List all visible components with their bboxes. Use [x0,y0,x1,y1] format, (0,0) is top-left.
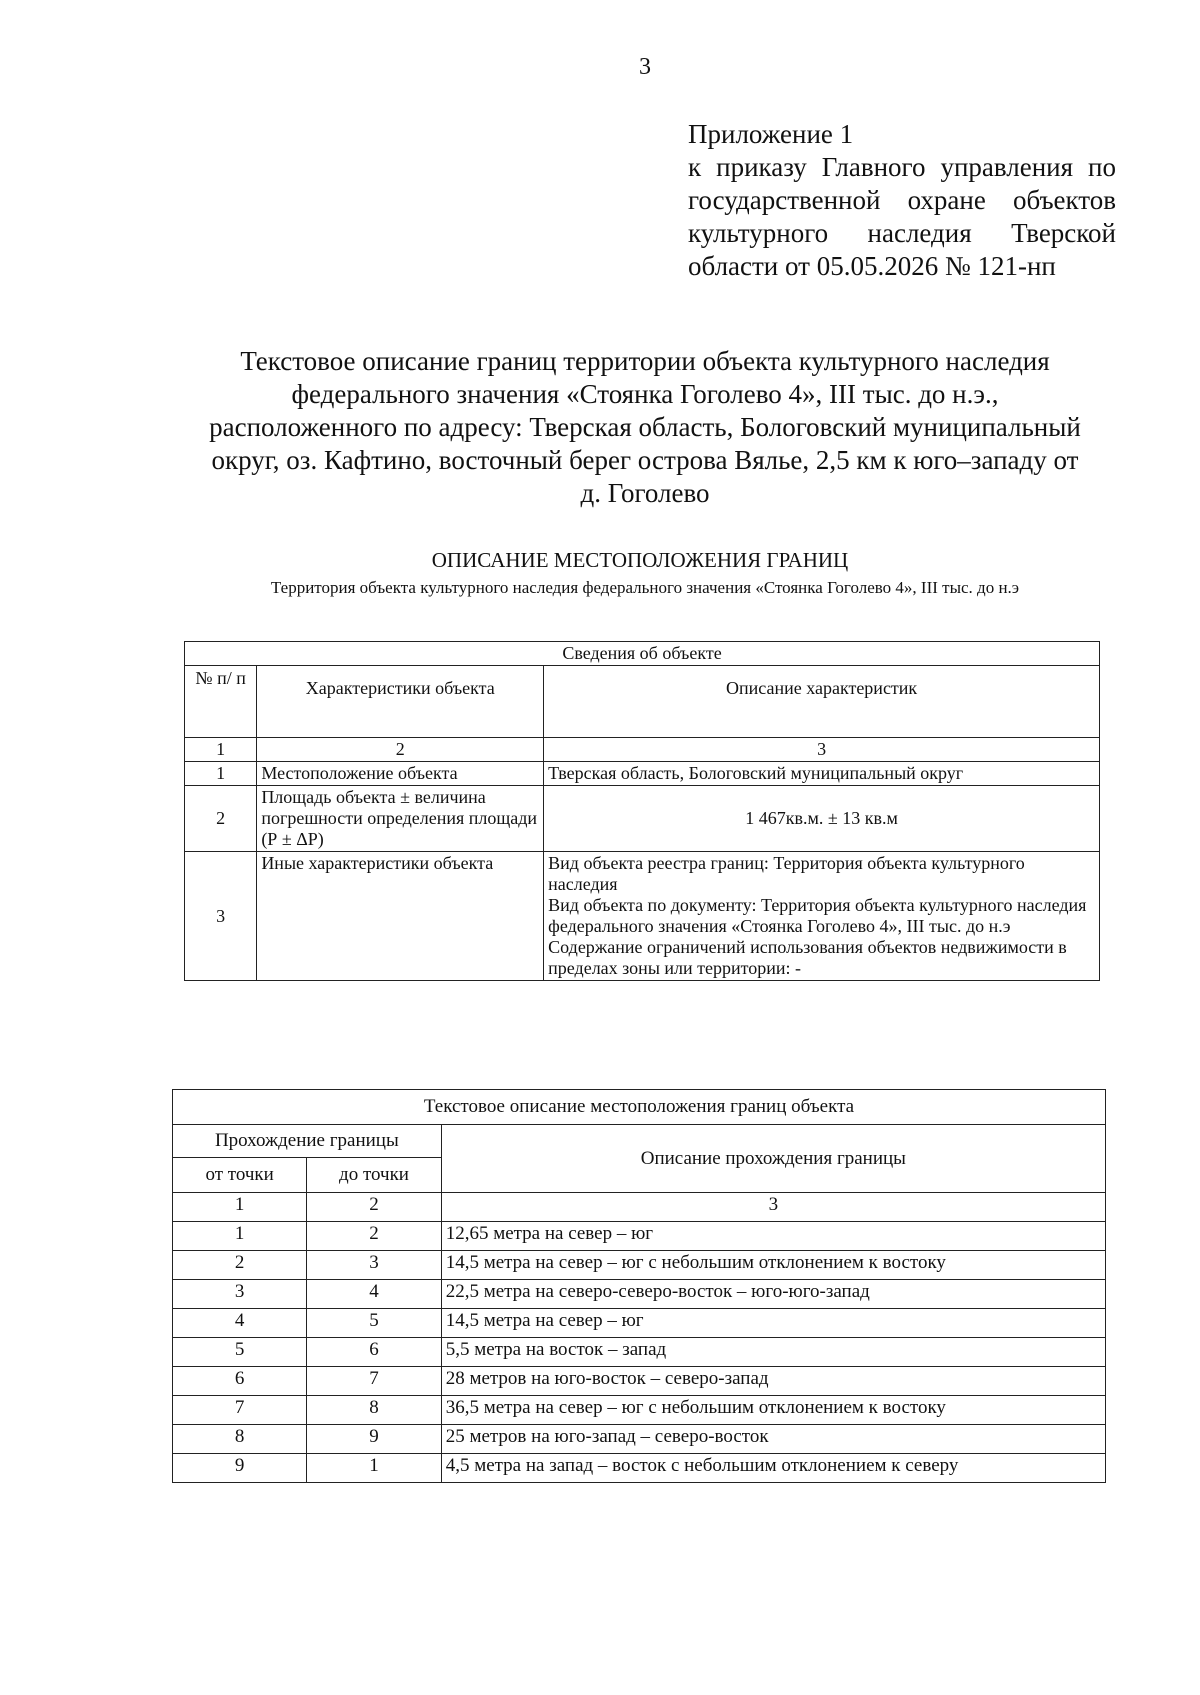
table-caption: Сведения об объекте [185,642,1100,666]
from-point: 3 [173,1280,307,1309]
table-row [173,1367,1106,1396]
boundary-description: 22,5 метра на северо-северо-восток – юго-юго-запад [441,1280,1105,1309]
description-cell: Тверская область, Бологовский муниципальный округ [544,762,1100,786]
to-point: 2 [307,1222,441,1251]
index-cell: 3 [544,738,1100,762]
to-point: 5 [307,1309,441,1338]
column-header: Описание прохождения границы [441,1125,1105,1193]
from-point: 9 [173,1454,307,1483]
to-point: 7 [307,1367,441,1396]
column-header: Описание характеристик [544,666,1100,738]
table-row [173,1309,1106,1338]
row-number: 2 [185,786,257,852]
boundary-description: 25 метров на юго-запад – северо-восток [441,1425,1105,1454]
index-cell: 1 [185,738,257,762]
title-line: д. Гоголево [580,478,710,508]
boundary-description: 5,5 метра на восток – запад [441,1338,1105,1367]
column-header: от точки [173,1158,307,1193]
section-heading: ОПИСАНИЕ МЕСТОПОЛОЖЕНИЯ ГРАНИЦ [431,548,849,572]
from-point: 6 [173,1367,307,1396]
to-point: 3 [307,1251,441,1280]
index-cell: 3 [441,1193,1105,1222]
boundary-description: 14,5 метра на север – юг с небольшим отклонением к востоку [441,1251,1105,1280]
appendix-title: Приложение 1 [688,119,854,149]
appendix-line: области от 05.05.2026 № 121-нп [688,251,1056,281]
page-number: 3 [639,54,651,80]
to-point: 4 [307,1280,441,1309]
table-row [173,1280,1106,1309]
boundary-description: 28 метров на юго-восток – северо-запад [441,1367,1105,1396]
table-row [173,1425,1106,1454]
table-caption: Текстовое описание местоположения границ объекта [173,1090,1106,1125]
index-cell: 1 [173,1193,307,1222]
table-row [173,1396,1106,1425]
appendix-line: культурного наследия Тверской [688,218,1116,248]
characteristic-cell: Иные характеристики объекта [257,852,544,981]
to-point: 8 [307,1396,441,1425]
boundary-description: 36,5 метра на север – юг с небольшим отклонением к востоку [441,1396,1105,1425]
appendix-line: государственной охране объектов [688,185,1116,215]
description-line: Содержание ограничений использования объектов недвижимости в пределах зоны или территории: - [548,937,1067,978]
to-point: 9 [307,1425,441,1454]
table-row [173,1338,1106,1367]
title-line: округ, оз. Кафтино, восточный берег острова Вялье, 2,5 км к юго–западу от [211,445,1079,475]
table-row [173,1454,1106,1483]
index-cell: 2 [257,738,544,762]
to-point: 1 [307,1454,441,1483]
section-subheading: Территория объекта культурного наследия федерального значения «Стоянка Гоголево 4», III тыс. до н.э [270,578,1020,597]
description-line: Вид объекта по документу: Территория объекта культурного наследия федерального значения «Стоянка Гоголево 4», III тыс. до н.э [548,895,1087,936]
characteristic-cell: Площадь объекта ± величина погрешности определения площади (Р ± ΔР) [257,786,544,852]
column-header: Характеристики объекта [257,666,544,738]
description-cell [544,852,1100,981]
appendix-block [688,118,1116,283]
row-number: 1 [185,762,257,786]
from-point: 1 [173,1222,307,1251]
index-cell: 2 [307,1193,441,1222]
title-line: федерального значения «Стоянка Гоголево 4», III тыс. до н.э., [291,379,999,409]
boundary-description: 14,5 метра на север – юг [441,1309,1105,1338]
from-point: 2 [173,1251,307,1280]
title-line: Текстовое описание границ территории объекта культурного наследия [240,346,1050,376]
title-line: расположенного по адресу: Тверская область, Бологовский муниципальный [209,412,1081,442]
column-header: № п/ п [185,666,257,738]
document-title [180,345,1110,510]
table-row [173,1222,1106,1251]
to-point: 6 [307,1338,441,1367]
from-point: 4 [173,1309,307,1338]
description-line: Вид объекта реестра границ: Территория объекта культурного наследия [548,853,1025,894]
appendix-line: к приказу Главного управления по [688,152,1116,182]
table-row [173,1251,1106,1280]
boundary-description: 4,5 метра на запад – восток с небольшим отклонением к северу [441,1454,1105,1483]
from-point: 7 [173,1396,307,1425]
description-cell: 1 467кв.м. ± 13 кв.м [544,786,1100,852]
characteristic-cell: Местоположение объекта [257,762,544,786]
from-point: 5 [173,1338,307,1367]
column-header: до точки [307,1158,441,1193]
object-info-table [184,641,1100,981]
from-point: 8 [173,1425,307,1454]
boundary-description-table [172,1089,1106,1483]
row-number: 3 [185,852,257,981]
group-header: Прохождение границы [173,1125,442,1158]
boundary-description: 12,65 метра на север – юг [441,1222,1105,1251]
